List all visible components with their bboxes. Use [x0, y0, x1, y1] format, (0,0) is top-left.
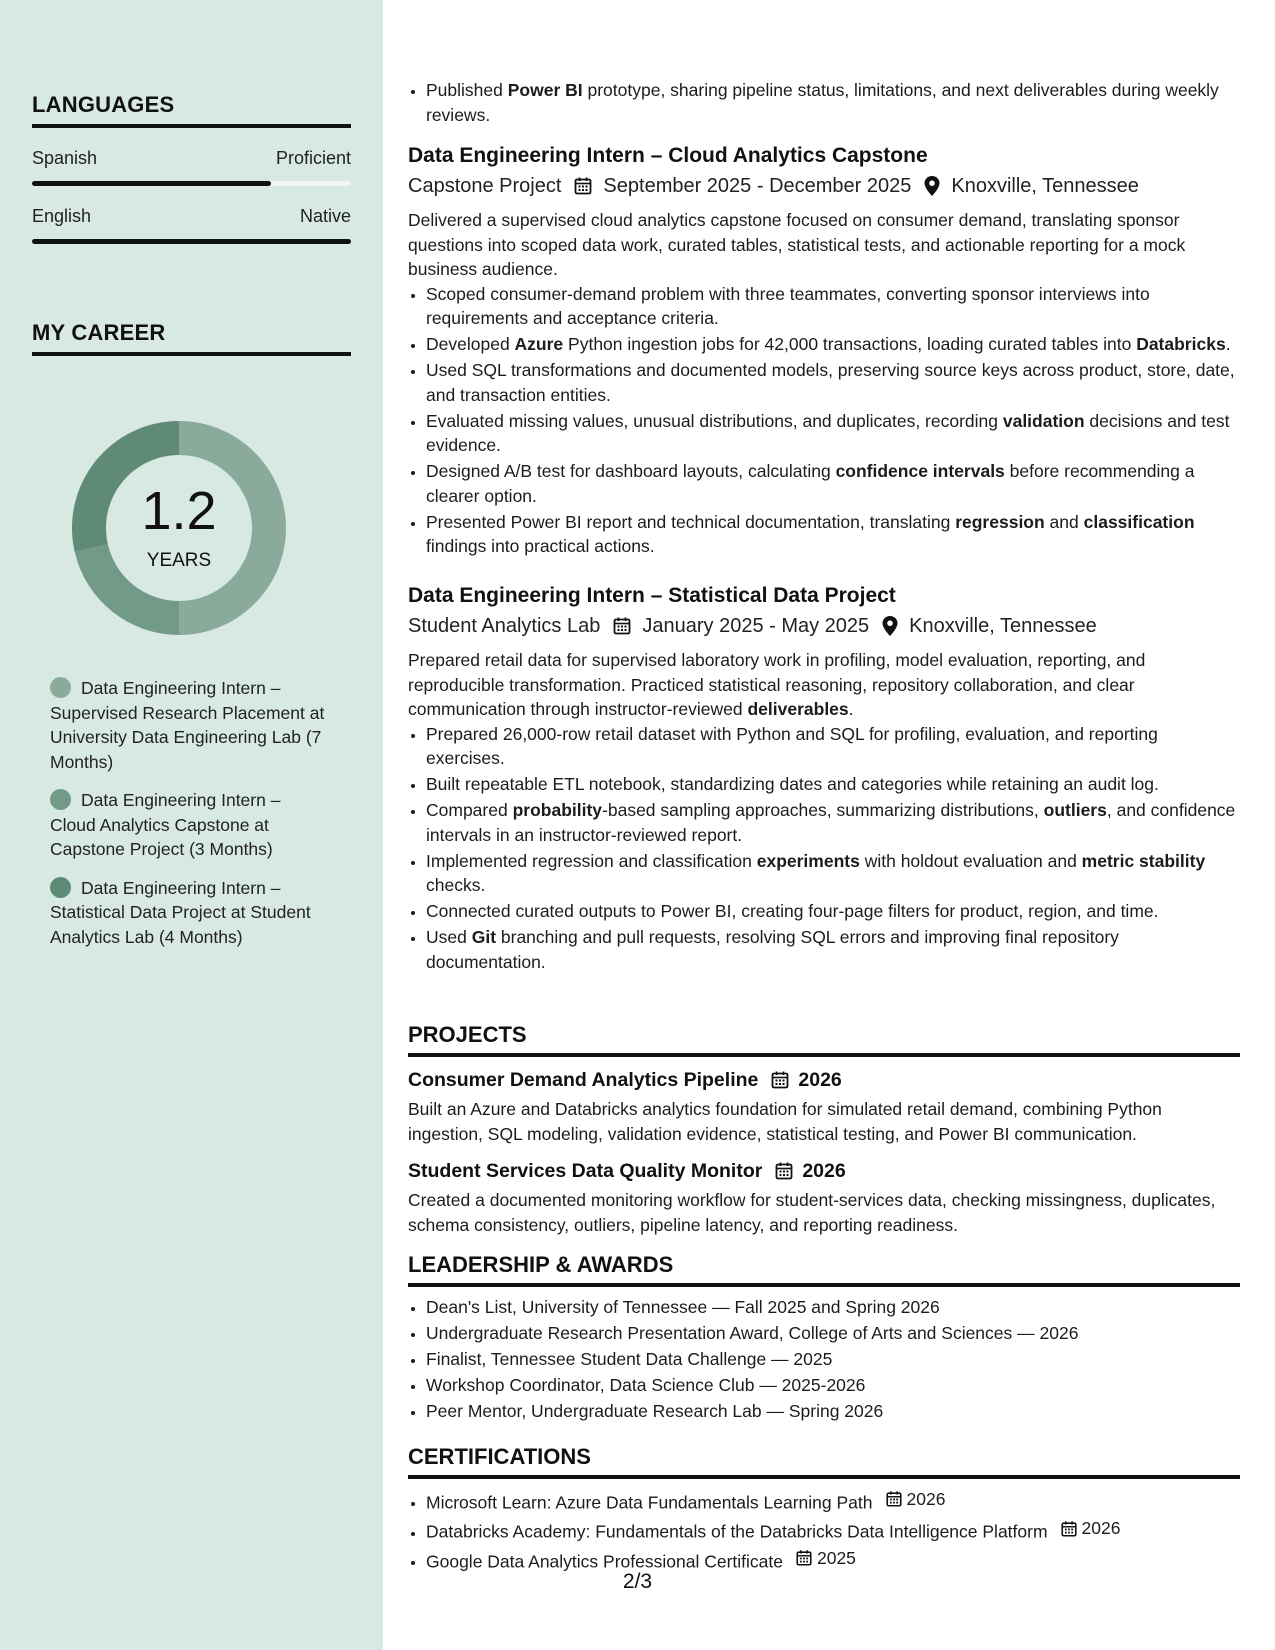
- language-name: Spanish: [32, 148, 98, 168]
- award-item: • Workshop Coordinator, Data Science Club — 2025-2026: [426, 1373, 1240, 1398]
- job-bullet: • Compared probability-based sampling approaches, summarizing distributions, outliers, and confidence intervals in an instructor-reviewed report.: [426, 798, 1240, 847]
- job-dates: September 2025 - December 2025: [603, 175, 912, 197]
- award-item: • Peer Mentor, Undergraduate Research Lab — Spring 2026: [426, 1399, 1240, 1424]
- career-item-text: Data Engineering Intern – Statistical Data Project at Student Analytics Lab (4 Months): [50, 877, 311, 947]
- job-cloud-analytics-capstone: [408, 142, 1240, 560]
- career-heading: MY CAREER: [32, 320, 351, 356]
- certification-year: 2026: [906, 1489, 946, 1509]
- job-bullets: [408, 282, 1240, 559]
- certification-date: [795, 1546, 856, 1571]
- job-bullet: • Prepared 26,000-row retail dataset with Python and SQL for profiling, evaluation, and reporting exercises.: [426, 722, 1240, 771]
- job-meta: [408, 612, 1240, 640]
- award-item: • Undergraduate Research Presentation Award, College of Arts and Sciences — 2026: [426, 1321, 1240, 1346]
- certifications-heading: CERTIFICATIONS: [408, 1444, 1240, 1479]
- calendar-icon: [612, 616, 632, 636]
- project-item: [408, 1067, 1240, 1146]
- projects-heading: PROJECTS: [408, 1022, 1240, 1057]
- language-proficiency-fill: [32, 239, 351, 244]
- job-location: Knoxville, Tennessee: [951, 175, 1139, 197]
- job-organization: Capstone Project: [408, 175, 562, 197]
- job-location: Knoxville, Tennessee: [909, 615, 1097, 637]
- project-title-row: [408, 1067, 1240, 1093]
- job-bullet: • Designed A/B test for dashboard layouts, calculating confidence intervals before recommending a clearer option.: [426, 459, 1240, 508]
- career-dot-icon: [50, 677, 71, 698]
- carry-over-section: [408, 78, 1240, 129]
- project-year: 2026: [798, 1069, 842, 1091]
- job-title: Data Engineering Intern – Statistical Data Project: [408, 584, 896, 607]
- career-section: [32, 320, 351, 356]
- job-bullet: • Presented Power BI report and technical documentation, translating regression and classification findings into practical actions.: [426, 510, 1240, 559]
- career-list: [50, 676, 330, 963]
- awards-heading: LEADERSHIP & AWARDS: [408, 1252, 1240, 1287]
- calendar-icon: [573, 176, 593, 196]
- calendar-icon: [1060, 1520, 1078, 1538]
- language-row: [32, 206, 351, 227]
- certification-name: Databricks Academy: Fundamentals of the Databricks Data Intelligence Platform: [426, 1521, 1048, 1542]
- project-title-row: [408, 1158, 1240, 1184]
- career-dot-icon: [50, 789, 71, 810]
- project-title: Consumer Demand Analytics Pipeline: [408, 1069, 759, 1091]
- awards-list: [408, 1295, 1240, 1424]
- job-bullet: • Implemented regression and classification experiments with holdout evaluation and metric stability checks.: [426, 849, 1240, 898]
- job-meta: [408, 172, 1240, 200]
- language-proficiency-bar: [32, 181, 351, 186]
- career-item: [50, 788, 330, 862]
- awards-section: [408, 1252, 1240, 1425]
- job-bullet: • Developed Azure Python ingestion jobs for 42,000 transactions, loading curated tables into Databricks.: [426, 332, 1240, 357]
- languages-section: [32, 92, 351, 244]
- language-level: Proficient: [275, 148, 351, 168]
- language-level: Native: [299, 206, 351, 226]
- language-row: [32, 148, 351, 169]
- career-dot-icon: [50, 877, 71, 898]
- projects-list: [408, 1067, 1240, 1237]
- career-item-text: Data Engineering Intern – Supervised Research Placement at University Data Engineering Lab (7 Months): [50, 678, 325, 772]
- carry-over-bullet: • Published Power BI prototype, sharing pipeline status, limitations, and next deliverables during weekly reviews.: [426, 78, 1240, 127]
- job-description: Delivered a supervised cloud analytics capstone focused on consumer demand, translating sponsor questions into scoped data work, curated tables, statistical tests, and actionable reporting for a mock business audience.: [408, 210, 1186, 279]
- job-title: Data Engineering Intern – Cloud Analytics Capstone: [408, 144, 928, 167]
- sidebar: [0, 0, 383, 1650]
- page-number: 2/3: [622, 1570, 653, 1593]
- languages-list: [32, 148, 351, 244]
- career-item-text: Data Engineering Intern – Cloud Analytics Capstone at Capstone Project (3 Months): [50, 790, 281, 859]
- location-pin-icon: [923, 175, 941, 197]
- certifications-list: [408, 1487, 1240, 1573]
- career-total-unit: YEARS: [146, 550, 212, 571]
- project-title: Student Services Data Quality Monitor: [408, 1160, 763, 1182]
- certifications-section: [408, 1444, 1240, 1575]
- job-description: Prepared retail data for supervised laboratory work in profiling, model evaluation, reporting, and reproducible transformation. Practiced statistical reasoning, repository collaboration, and clear communication through instructor-reviewed deliverables.: [408, 650, 1146, 719]
- job-bullet: • Used SQL transformations and documented models, preserving source keys across product, store, date, and transaction entities.: [426, 358, 1240, 407]
- job-bullet: • Scoped consumer-demand problem with three teammates, converting sponsor interviews into requirements and acceptance criteria.: [426, 282, 1240, 331]
- career-total-value: 1.2: [141, 481, 217, 541]
- certification-item: [426, 1546, 1240, 1574]
- certification-date: [885, 1487, 946, 1512]
- calendar-icon: [885, 1490, 903, 1508]
- career-item: [50, 676, 330, 774]
- certification-date: [1060, 1516, 1121, 1541]
- language-proficiency-fill: [32, 181, 271, 186]
- certification-year: 2026: [1081, 1518, 1121, 1539]
- calendar-icon: [770, 1070, 790, 1090]
- language-proficiency-bar: [32, 239, 351, 244]
- job-bullet: • Built repeatable ETL notebook, standardizing dates and categories while retaining an audit log.: [426, 772, 1240, 797]
- calendar-icon: [795, 1549, 813, 1567]
- calendar-icon: [774, 1161, 794, 1181]
- certification-name: Microsoft Learn: Azure Data Fundamentals Learning Path: [426, 1492, 873, 1513]
- language-name: English: [32, 206, 92, 226]
- certification-name: Google Data Analytics Professional Certificate: [426, 1550, 783, 1571]
- job-bullet: • Connected curated outputs to Power BI, creating four-page filters for product, region, and time.: [426, 899, 1240, 924]
- languages-heading: LANGUAGES: [32, 92, 351, 128]
- certification-year: 2025: [816, 1547, 856, 1568]
- location-pin-icon: [881, 615, 899, 637]
- job-dates: January 2025 - May 2025: [642, 615, 870, 637]
- job-bullet: • Used Git branching and pull requests, resolving SQL errors and improving final repository documentation.: [426, 925, 1240, 974]
- project-description: Created a documented monitoring workflow for student-services data, checking missingness, duplicates, schema consistency, outliers, pipeline latency, and reporting readiness.: [408, 1190, 1216, 1235]
- job-bullets: [408, 722, 1240, 975]
- job-bullet: • Evaluated missing values, unusual distributions, and duplicates, recording validation decisions and test evidence.: [426, 409, 1240, 458]
- career-item: [50, 876, 330, 950]
- job-statistical-data-project: [408, 582, 1240, 976]
- certification-item: [426, 1487, 1240, 1515]
- certification-item: [426, 1516, 1240, 1544]
- award-item: • Dean's List, University of Tennessee — Fall 2025 and Spring 2026: [426, 1295, 1240, 1320]
- project-item: [408, 1158, 1240, 1237]
- projects-section: [408, 1022, 1240, 1237]
- job-organization: Student Analytics Lab: [408, 615, 601, 637]
- award-item: • Finalist, Tennessee Student Data Challenge — 2025: [426, 1347, 1240, 1372]
- project-year: 2026: [802, 1160, 846, 1182]
- project-description: Built an Azure and Databricks analytics foundation for simulated retail demand, combining Python ingestion, SQL modeling, validation evidence, statistical testing, and Power BI communication.: [408, 1099, 1162, 1144]
